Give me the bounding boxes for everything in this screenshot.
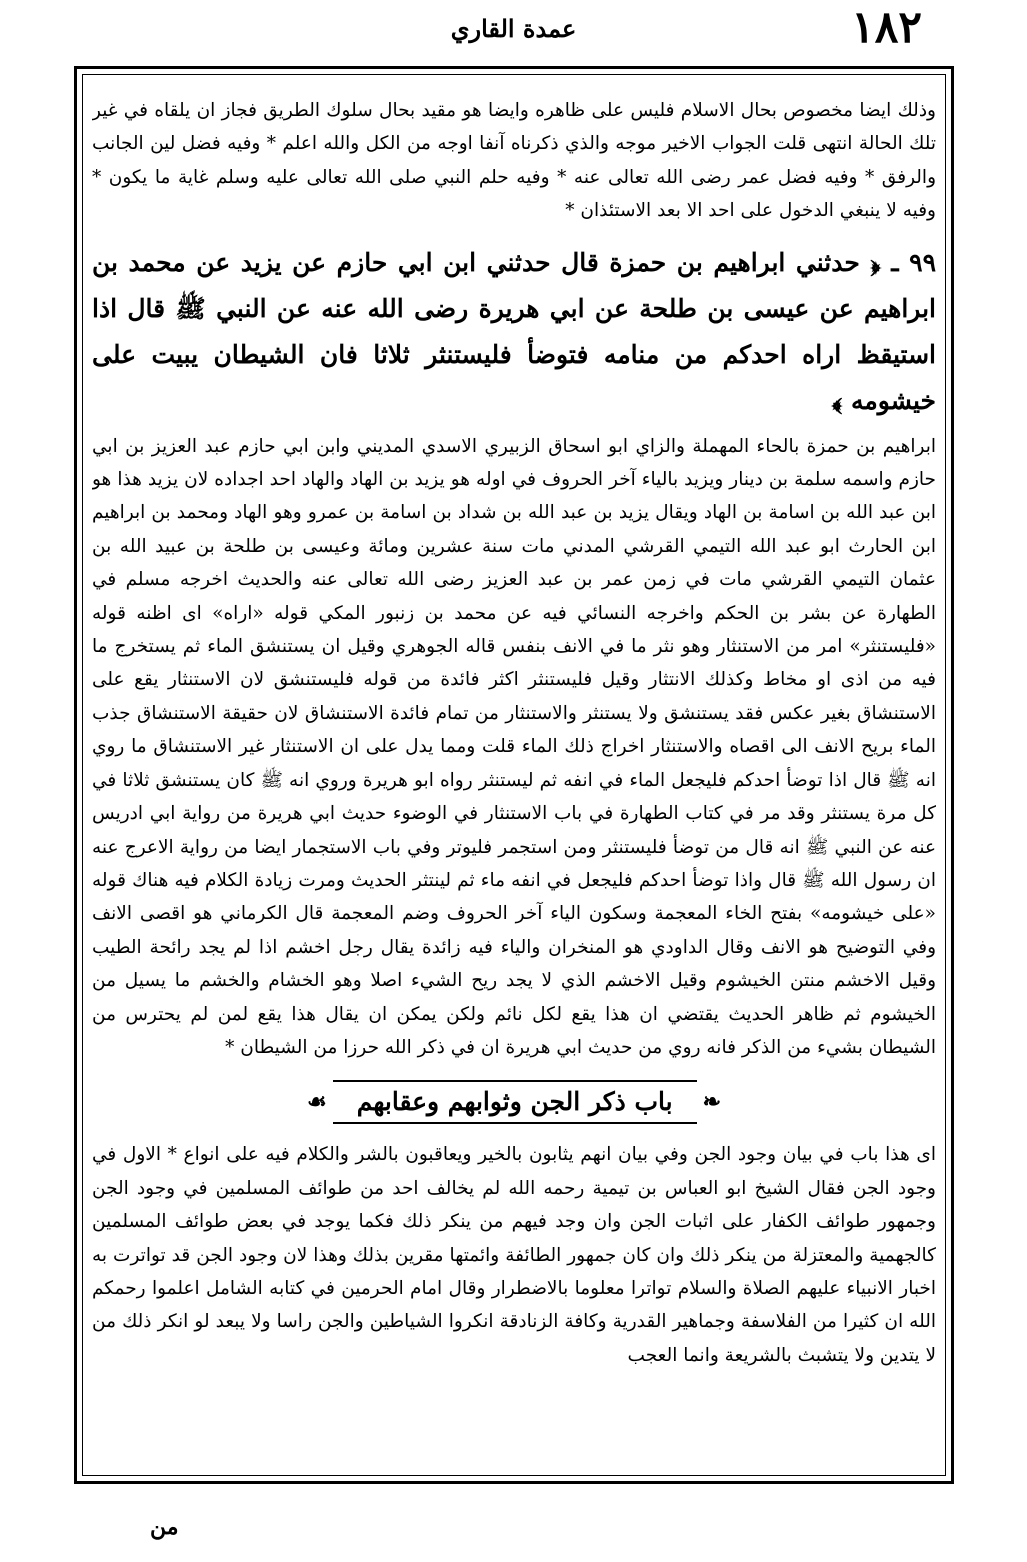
book-title: عمدة القاري [450, 14, 577, 43]
intro-paragraph: وذلك ايضا مخصوص بحال الاسلام فليس على ظاهره وايضا هو مقيد بحال سلوك الطريق فجاز ان يلقاه في غير تلك الحالة انتهى قلت الجواب الاخير موجه والذي ذكرناه آنفا اوجه من الكل والله اعلم * وفيه فضل لين الجانب والرفق * وفيه فضل عمر رضى الله تعالى عنه * وفيه حلم النبي صلى الله تعالى عليه وسلم غاية ما يكون * وفيه لا ينبغي الدخول على احد الا بعد الاستئذان * [92, 100, 936, 222]
page-body [92, 80, 936, 1470]
chapter-heading [92, 1080, 936, 1124]
page-header [0, 0, 1027, 66]
chapter-commentary: اى هذا باب في بيان وجود الجن وفي بيان انهم يثابون بالخير ويعاقبون بالشر والكلام فيه على انواع * الاول في وجود الجن فقال الشيخ ابو العباس بن تيمية رحمه الله لم يخالف احد من طوائف المسلمين في وجود الجن وجمهور طوائف الكفار على اثبات الجن وان وجد فيهم من ينكر ذلك فكما يوجد في بعض طوائف المسلمين كالجهمية والمعتزلة من ينكر ذلك وان كان جمهور الطائفة وائمتها مقرين بذلك وهذا لان وجود الجن قد تواترت به اخبار الانبياء عليهم الصلاة والسلام تواترا معلوما بالاضطرار وقال امام الحرمين في كتابه الشامل اعلموا رحمكم الله ان كثيرا من الفلاسفة وجماهير القدرية وكافة الزنادقة انكروا الشياطين والجن راسا ولا يبعد لو انكر ذلك من لا يتدين ولا يتشبث بالشريعة وانما العجب [92, 1144, 936, 1366]
page-number: ١٨٢ [851, 2, 922, 53]
hadith-99-text: ٩٩ ـ ﴿ حدثني ابراهيم بن حمزة قال حدثني ابن ابي حازم عن يزيد عن محمد بن ابراهيم عن عيسى بن طلحة عن ابي هريرة رضى الله عنه عن النبي ﷺ قال اذا استيقظ اراه احدكم من منامه فتوضأ فليستنثر ثلاثا فان الشيطان يبيت على خيشومه ﴾ [92, 247, 936, 415]
catchword: من [150, 1514, 179, 1540]
chapter-title: باب ذكر الجن وثوابهم وعقابهم [333, 1080, 697, 1124]
hadith-commentary: ابراهيم بن حمزة بالحاء المهملة والزاي ابو اسحاق الزبيري الاسدي المديني وابن ابي حازم عبد العزيز بن ابي حازم واسمه سلمة بن دينار ويزيد بالياء آخر الحروف في اوله هو يزيد بن الهاد والهاد احد اجداده لان يزيد هذا هو ابن عبد الله بن اسامة بن الهاد ويقال يزيد بن عبد الله بن شداد بن اسامة بن عمرو وهو الهاد ومحمد بن ابراهيم ابن الحارث ابو عبد الله التيمي القرشي المدني مات سنة عشرين ومائة وعيسى بن طلحة بن عبيد الله بن عثمان التيمي القرشي مات في زمن عمر بن عبد العزيز رضى الله تعالى عنه والحديث اخرجه مسلم في الطهارة عن بشر بن الحكم واخرجه النسائي فيه عن محمد بن زنبور المكي قوله «اراه» اى اظنه قوله «فليستنثر» امر من الاستنثار وهو نثر ما في الانف بنفس قاله الجوهري وقيل ان يستنشق الماء ثم يستخرج ما فيه من اذى او مخاط وكذلك الانتثار وقيل فليستنثر اكثر فائدة من قوله فليستنشق لان الاستنثار يقع على الاستنشاق بغير عكس فقد يستنشق ولا يستنثر والاستنثار من تمام فائدة الاستنشاق لان حقيقة الاستنشاق جذب الماء بريح الانف الى اقصاه والاستنثار اخراج ذلك الماء قلت ومما يدل على ان الاستنثار غير الاستنشاق ما روي انه ﷺ قال اذا توضأ احدكم فليجعل الماء في انفه ثم ليستنثر رواه ابو هريرة وروي انه ﷺ كان يستنشق ثلاثا في كل مرة يستنثر وقد مر في كتاب الطهارة في باب الاستنثار في الوضوء حديث ابي هريرة من رواية ابي ادريس عنه عن النبي ﷺ انه قال من توضأ فليستنثر ومن استجمر فليوتر وفي باب الاستجمار ايضا من رواية الاعرج عنه ان رسول الله ﷺ قال واذا توضأ احدكم فليجعل في انفه ماء ثم لينتثر الحديث ومرت زيادة الكلام فيه هناك قوله «على خيشومه» بفتح الخاء المعجمة وسكون الياء آخر الحروف وضم المعجمة قال الكرماني هو اقصى الانف وفي التوضيح هو الانف وقال الداودي هو المنخران والياء فيه زائدة يقال رجل اخشم اذا لم يجد رائحة الطيب وقيل الاخشم منتن الخيشوم وقيل الاخشم الذي لا يجد ريح الشيء اصلا وهو الخشام والخشم ما يسيل من الخيشوم ثم ظاهر الحديث يقتضي ان هذا يقع لكل نائم ولكن يمكن ان يقال هذا يقع لمن لم يحترس من الشيطان بشيء من الذكر فانه روي من حديث ابي هريرة ان في ذكر الله حرزا من الشيطان * [92, 435, 936, 1058]
ornament-right-icon: ❧ [702, 1089, 722, 1116]
ornament-left-icon: ☙ [306, 1089, 327, 1116]
